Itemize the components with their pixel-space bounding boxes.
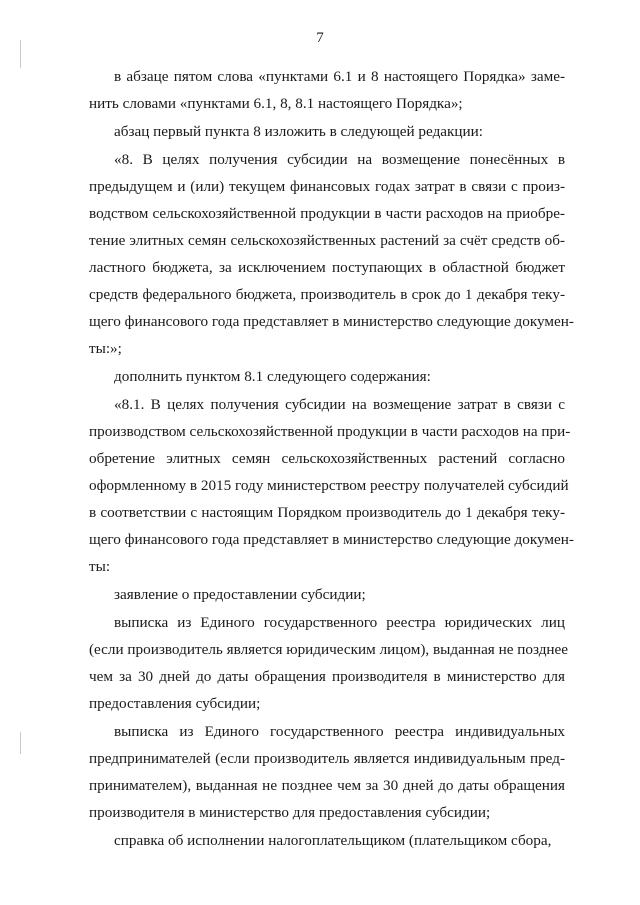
text-line: выписка из Единого государственного реестра юридических лиц [114,614,565,631]
text-line: производителя в министерство для предоставления субсидии; [89,804,491,821]
page-number: 7 [316,30,324,46]
text-line: водством сельскохозяйственной продукции в части расходов на приобре- [89,205,565,222]
text-line: производством сельскохозяйственной продукции в части расходов на при- [89,423,571,440]
text-line: ластного бюджета, за исключением поступающих в областной бюджет [89,259,565,276]
text-line: нить словами «пунктами 6.1, 8, 8.1 настоящего Порядка»; [89,95,463,112]
paragraph [89,146,574,362]
document-body [89,63,574,855]
paragraph [89,391,574,580]
text-line: ты:»; [89,340,122,357]
paragraph [114,581,565,608]
text-line: «8. В целях получения субсидии на возмещение понесённых в [114,151,565,168]
paragraph [89,63,565,117]
scan-margin-mark [20,732,21,754]
text-line: абзац первый пункта 8 изложить в следующей редакции: [114,123,484,140]
paragraph [114,118,565,145]
text-line: в абзаце пятом слова «пунктами 6.1 и 8 настоящего Порядка» заме- [114,68,565,85]
text-line: предоставления субсидии; [89,695,261,712]
text-line: предпринимателей (если производитель является индивидуальным пред- [89,750,565,767]
paragraph [89,718,565,826]
text-line: предыдущем и (или) текущем финансовых годах затрат в связи с произ- [89,178,565,195]
text-line: справка об исполнении налогоплательщиком (плательщиком сбора, [114,832,552,849]
paragraph [114,827,565,854]
text-line: принимателем), выданная не позднее чем за 30 дней до даты обращения [89,777,565,794]
text-line: в соответствии с настоящим Порядком производитель до 1 декабря теку- [89,504,565,521]
text-line: выписка из Единого государственного реестра индивидуальных [114,723,565,740]
paragraph [89,609,569,717]
text-line: щего финансового года представляет в министерство следующие докумен- [89,313,574,330]
text-line: чем за 30 дней до даты обращения производителя в министерство для [89,668,565,685]
text-line: средств федерального бюджета, производитель в срок до 1 декабря теку- [89,286,565,303]
text-line: дополнить пунктом 8.1 следующего содержания: [114,368,431,385]
scan-margin-mark [20,40,21,68]
text-line: ты: [89,558,111,575]
text-line: заявление о предоставлении субсидии; [114,586,366,603]
text-line: (если производитель является юридическим лицом), выданная не позднее [89,641,569,658]
text-line: обретение элитных семян сельскохозяйственных растений согласно [89,450,565,467]
text-line: «8.1. В целях получения субсидии на возмещение затрат в связи с [114,396,565,413]
text-line: оформленному в 2015 году министерством реестру получателей субсидий [89,477,569,494]
text-line: щего финансового года представляет в министерство следующие докумен- [89,531,574,548]
paragraph [114,363,565,390]
text-line: тение элитных семян сельскохозяйственных растений за счёт средств об- [89,232,565,249]
